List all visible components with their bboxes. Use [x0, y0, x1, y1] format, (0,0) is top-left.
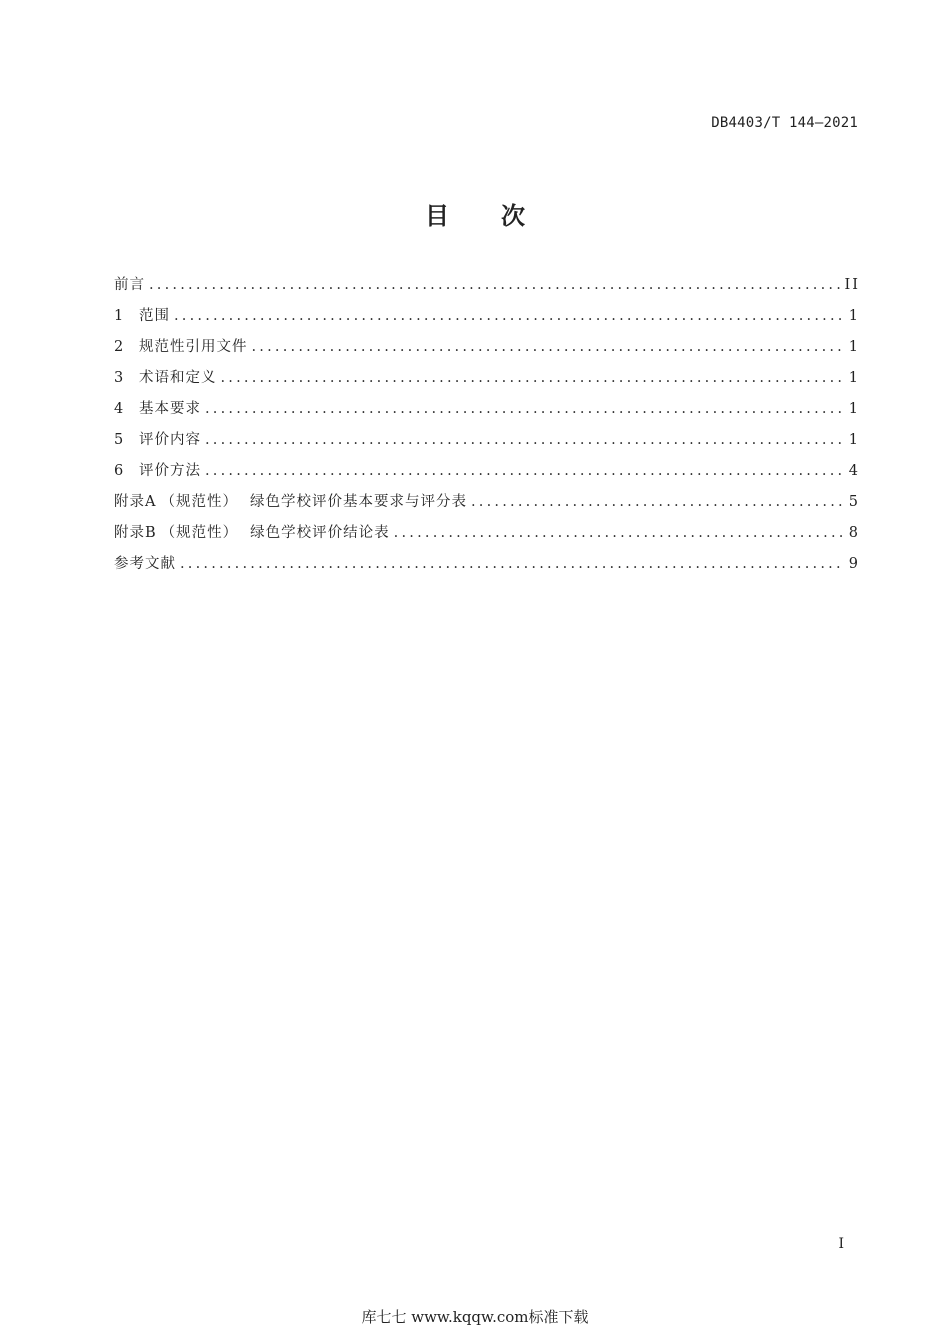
- toc-label: [114, 521, 390, 545]
- toc-page-number: 1: [848, 370, 860, 386]
- toc-leader-dots: [471, 490, 845, 514]
- toc-leader-dots: [205, 428, 845, 452]
- normative-tag: （规范性）: [160, 494, 238, 510]
- toc-entry-evaluation-content[interactable]: [114, 428, 860, 459]
- toc-number: 2: [114, 339, 124, 355]
- toc-page-number: 9: [848, 556, 860, 572]
- toc-label: 术语和定义: [139, 370, 217, 386]
- toc-leader-dots: [221, 366, 845, 390]
- toc-page-number: 8: [848, 525, 860, 541]
- toc-entry-appendix-a[interactable]: [114, 490, 860, 521]
- appendix-title: 绿色学校评价结论表: [250, 525, 390, 541]
- toc-number: 5: [114, 432, 124, 448]
- toc-page-number: 4: [848, 463, 860, 479]
- toc-label: 评价内容: [139, 432, 201, 448]
- toc-page-number: 1: [848, 308, 860, 324]
- title-char-1: 目: [425, 202, 449, 230]
- footer-watermark: 库七七 www.kqqw.com标准下载: [361, 1308, 589, 1326]
- toc-number: 3: [114, 370, 124, 386]
- toc-entry-terms-definitions[interactable]: [114, 366, 860, 397]
- toc-label: 范围: [139, 308, 170, 324]
- toc-page-number: 1: [848, 401, 860, 417]
- appendix-label: 附录A: [114, 494, 157, 510]
- appendix-label: 附录B: [114, 525, 157, 541]
- toc-entry-foreword[interactable]: [114, 273, 860, 304]
- toc-entry-bibliography[interactable]: [114, 552, 860, 583]
- toc-page-number: 1: [848, 339, 860, 355]
- toc-entry-scope[interactable]: [114, 304, 860, 335]
- toc-entry-basic-requirements[interactable]: [114, 397, 860, 428]
- toc-leader-dots: [205, 397, 845, 421]
- appendix-title: 绿色学校评价基本要求与评分表: [249, 494, 467, 510]
- toc-label: [114, 490, 467, 514]
- table-of-contents: [114, 273, 860, 583]
- toc-label: 前言: [114, 277, 145, 293]
- toc-label: 规范性引用文件: [139, 339, 248, 355]
- toc-label: 参考文献: [114, 556, 176, 572]
- toc-entry-normative-references[interactable]: [114, 335, 860, 366]
- toc-number: 1: [114, 308, 124, 324]
- toc-leader-dots: [394, 521, 845, 545]
- toc-number: 4: [114, 401, 124, 417]
- document-code: DB4403/T 144—2021: [711, 115, 858, 131]
- toc-label: 基本要求: [139, 401, 201, 417]
- toc-leader-dots: [205, 459, 845, 483]
- page-number: I: [838, 1236, 844, 1252]
- toc-page-number: 1: [848, 432, 860, 448]
- toc-leader-dots: [252, 335, 845, 359]
- toc-page-number: 5: [848, 494, 860, 510]
- toc-label: 评价方法: [139, 463, 201, 479]
- normative-tag: （规范性）: [160, 525, 239, 541]
- toc-entry-evaluation-method[interactable]: [114, 459, 860, 490]
- toc-leader-dots: [149, 273, 841, 297]
- toc-leader-dots: [180, 552, 845, 576]
- title-char-2: 次: [501, 202, 525, 230]
- toc-number: 6: [114, 463, 124, 479]
- toc-leader-dots: [174, 304, 845, 328]
- page-title: [0, 196, 950, 231]
- toc-entry-appendix-b[interactable]: [114, 521, 860, 552]
- toc-page-number: II: [844, 277, 860, 293]
